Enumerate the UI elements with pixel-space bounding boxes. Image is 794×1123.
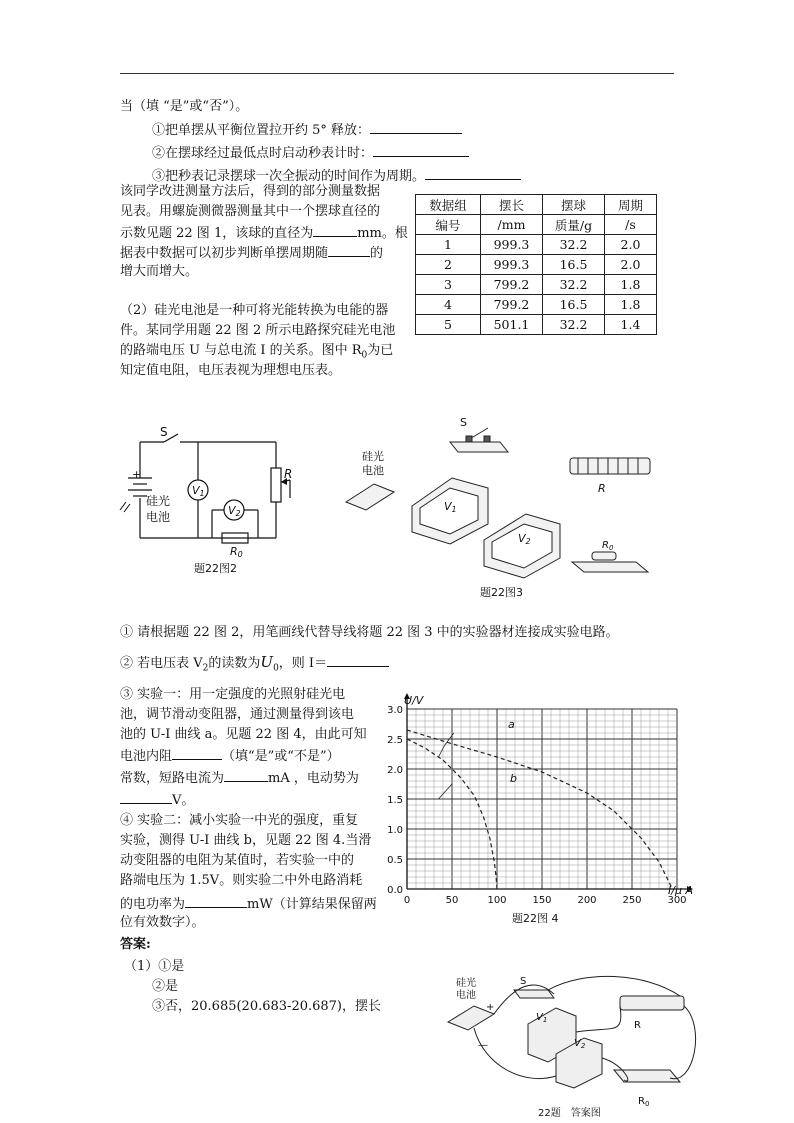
- answer-blank: [370, 120, 462, 134]
- q4-line1: ④ 实验二：减小实验一中光的强度，重复: [120, 813, 359, 828]
- x-axis-label: I/μ A: [668, 884, 693, 897]
- para1-line2: 见表。用螺旋测微器测量其中一个摆球直径的: [120, 204, 381, 219]
- q4-line5: [120, 894, 377, 914]
- answer-figure: [444, 966, 706, 1122]
- answer-blank: [373, 143, 469, 157]
- subscript: 2: [202, 663, 209, 674]
- fig2-caption: 题22图2: [194, 562, 237, 575]
- header-cell: 摆长: [481, 195, 543, 215]
- x-tick-label: 50: [445, 895, 459, 906]
- step-2-text: ②在摆球经过最低点时启动秒表计时：: [152, 146, 374, 161]
- x-tick-label: 200: [577, 895, 597, 906]
- q4-line4: 路端电压为 1.5V。则实验二中外电路消耗: [120, 873, 363, 888]
- para1-line4: [120, 243, 383, 263]
- question-1: ① 请根据题 22 图 2，用笔画线代替导线将题 22 图 3 中的实验器材连接成实验电路。: [120, 625, 619, 640]
- answer-blank: [425, 166, 521, 180]
- table-cell: 2.0: [605, 255, 657, 275]
- cell-label-2: 电池: [456, 990, 476, 1001]
- text: V。: [172, 793, 195, 808]
- header-cell: 编号: [416, 215, 481, 235]
- x-tick-label: 300: [667, 895, 687, 906]
- subscript: 0: [273, 663, 279, 674]
- question-2: [120, 653, 389, 678]
- table-cell: 1.8: [605, 295, 657, 315]
- table-cell: 2.0: [605, 235, 657, 255]
- sub: 2: [580, 1042, 586, 1050]
- header-cell: 数据组: [416, 195, 481, 215]
- rheostat-label: R: [598, 482, 606, 495]
- subscript: 0: [361, 350, 368, 361]
- sub: 1: [199, 489, 205, 498]
- switch-label: S: [520, 976, 527, 987]
- voltmeter-v1-label: [192, 484, 205, 498]
- text: 为已: [367, 343, 394, 358]
- q4-line2: 实验，测得 U-I 曲线 b，见题 22 图 4.当滑: [120, 833, 372, 848]
- v: V: [192, 484, 200, 497]
- table-cell: 2: [416, 255, 481, 275]
- plus-sign: +: [132, 468, 142, 481]
- q3-line6: [120, 790, 194, 810]
- q3-line5: [120, 768, 359, 788]
- cell-label-2: 电池: [362, 464, 384, 477]
- data-table: [415, 194, 657, 335]
- text: mW（计算结果保留两: [247, 897, 377, 912]
- answer-blank: [120, 790, 172, 804]
- sub: 1: [451, 505, 457, 514]
- table-cell: 1: [416, 235, 481, 255]
- text: 电池内阻: [120, 749, 173, 764]
- table-cell: 999.3: [481, 235, 543, 255]
- para1-line3: [120, 223, 408, 243]
- curve-b-label: b: [510, 772, 517, 785]
- x-tick-label: 150: [532, 895, 552, 906]
- answer-blank: [328, 243, 370, 257]
- v: V: [228, 504, 236, 517]
- circuit-diagram-fig2: [118, 422, 308, 580]
- text: 示数见题 22 图 1，该球的直径为: [120, 226, 314, 241]
- curve-a-label: a: [508, 718, 515, 731]
- q3-line2: 池，调节滑动变阻器，通过测量得到该电: [120, 707, 355, 722]
- y-tick-label: 2.0: [387, 765, 403, 776]
- ui-curve-chart: [382, 690, 712, 930]
- switch-label: S: [460, 416, 467, 429]
- text: mm。根: [357, 226, 408, 241]
- v: V: [536, 1012, 543, 1023]
- answer-line1: （1）①是: [124, 959, 185, 974]
- para1-line5: 增大而增大。: [120, 264, 199, 279]
- para2-line4: 知定值电阻，电压表视为理想电压表。: [120, 363, 342, 378]
- table-cell: 32.2: [543, 315, 605, 335]
- label-b-leader: [439, 784, 453, 799]
- y-axis-label: U/V: [404, 694, 424, 707]
- sub: 0: [237, 550, 243, 559]
- table-cell: 1.8: [605, 275, 657, 295]
- text: mA ，电动势为: [268, 771, 359, 786]
- step-1-text: ①把单摆从平衡位置拉开约 5° 释放：: [152, 123, 371, 138]
- text: 据表中数据可以初步判断单摆周期随: [120, 246, 329, 261]
- table-cell: 501.1: [481, 315, 543, 335]
- header-cell: 摆球: [543, 195, 605, 215]
- q4-line3: 动变阻器的电阻为某值时，若实验一中的: [120, 853, 355, 868]
- para2-line2: 件。某同学用题 22 图 2 所示电路探究硅光电池: [120, 323, 396, 338]
- table-cell: 3: [416, 275, 481, 295]
- r0-label: [638, 1096, 649, 1108]
- header-rule: [120, 73, 674, 74]
- q3-line3: 池的 U-I 曲线 a。见题 22 图 4，由此可知: [120, 727, 367, 742]
- intro-line: 当（填 “是”或“否”）。: [120, 99, 249, 114]
- y-tick-label: 1.0: [387, 825, 403, 836]
- fig4-caption: 题22图 4: [512, 912, 559, 925]
- text: ② 若电压表 V: [120, 656, 203, 671]
- chart-ticks: [387, 705, 686, 906]
- plus-sign: +: [486, 1002, 495, 1013]
- para1-line1: 该同学改进测量方法后，得到的部分测量数据: [120, 184, 381, 199]
- cell-label-1: 硅光: [146, 494, 171, 508]
- table-cell: 4: [416, 295, 481, 315]
- r: R: [230, 545, 238, 558]
- y-tick-label: 2.5: [387, 735, 403, 746]
- rheostat-label: R: [634, 1020, 641, 1031]
- table-cell: 799.2: [481, 295, 543, 315]
- sub: 2: [235, 509, 241, 518]
- text: 的电功率为: [120, 897, 186, 912]
- table-cell: 32.2: [543, 275, 605, 295]
- x-tick-label: 250: [622, 895, 642, 906]
- answer-blank: [185, 894, 247, 908]
- step-2: [152, 143, 469, 163]
- text: ，则 I＝: [278, 656, 328, 671]
- table-cell: 5: [416, 315, 481, 335]
- answer-blank: [172, 746, 222, 760]
- header-cell: 质量/g: [543, 215, 605, 235]
- table-cell: 1.4: [605, 315, 657, 335]
- x-tick-label: 0: [403, 895, 411, 906]
- r0-label: [230, 545, 243, 559]
- switch-label: S: [160, 425, 168, 439]
- sub: 0: [608, 544, 614, 552]
- answer-heading: 答案:: [120, 937, 151, 952]
- v: V: [518, 532, 526, 545]
- answer-blank: [313, 223, 357, 237]
- table-cell: 16.5: [543, 255, 605, 275]
- q3-line1: ③ 实验一：用一定强度的光照射硅光电: [120, 687, 346, 702]
- cell-label-2: 电池: [146, 510, 171, 524]
- header-cell: 周期: [605, 195, 657, 215]
- rheostat-label: R: [284, 467, 293, 481]
- answer-blank: [224, 768, 268, 782]
- v: V: [444, 500, 452, 513]
- y-tick-label: 3.0: [387, 705, 403, 716]
- minus-sign: —: [478, 1040, 488, 1051]
- text: 常数，短路电流为: [120, 771, 225, 786]
- para2-line1: （2）硅光电池是一种可将光能转换为电能的器: [120, 303, 389, 318]
- table-cell: 799.2: [481, 275, 543, 295]
- step-3-text: ③把秒表记录摆球一次全振动的时间作为周期。: [152, 169, 426, 184]
- x-tick-label: 100: [487, 895, 507, 906]
- sub: 0: [644, 1100, 650, 1108]
- r0-label: [602, 540, 614, 552]
- sub: 2: [525, 537, 531, 546]
- answer-blank: [327, 653, 389, 667]
- header-cell: /s: [605, 215, 657, 235]
- table-cell: 999.3: [481, 255, 543, 275]
- step-1: [152, 120, 462, 140]
- math-u: U: [260, 653, 274, 671]
- y-tick-label: 0.5: [387, 855, 403, 866]
- answer-line3: ③否，20.685(20.683-20.687)，摆长: [152, 999, 381, 1014]
- chart-grid: [404, 693, 693, 892]
- text: 的: [370, 246, 384, 261]
- text: （填“是”或“不是”）: [222, 749, 340, 764]
- q3-line4: [120, 746, 340, 766]
- v: V: [574, 1038, 581, 1049]
- apparatus-fig3: [338, 412, 690, 602]
- voltmeter-v2-label: [228, 504, 241, 518]
- answer-line2: ②是: [152, 979, 179, 994]
- cell-label-1: 硅光: [362, 450, 384, 463]
- table-cell: 32.2: [543, 235, 605, 255]
- y-tick-label: 1.5: [387, 795, 403, 806]
- cell-label-1: 硅光: [456, 978, 476, 989]
- answer-figure-caption: 22题 答案图: [538, 1108, 601, 1119]
- header-cell: /mm: [481, 215, 543, 235]
- sub: 1: [542, 1016, 548, 1024]
- r: R: [638, 1096, 645, 1107]
- y-tick-label: 0.0: [387, 885, 403, 896]
- fig3-caption: 题22图3: [480, 586, 523, 599]
- text: 的路端电压 U 与总电流 I 的关系。图中 R: [120, 343, 362, 358]
- text: 的读数为: [208, 656, 261, 671]
- r: R: [602, 540, 609, 551]
- q4-line6: 位有效数字）。: [120, 915, 205, 930]
- table-cell: 16.5: [543, 295, 605, 315]
